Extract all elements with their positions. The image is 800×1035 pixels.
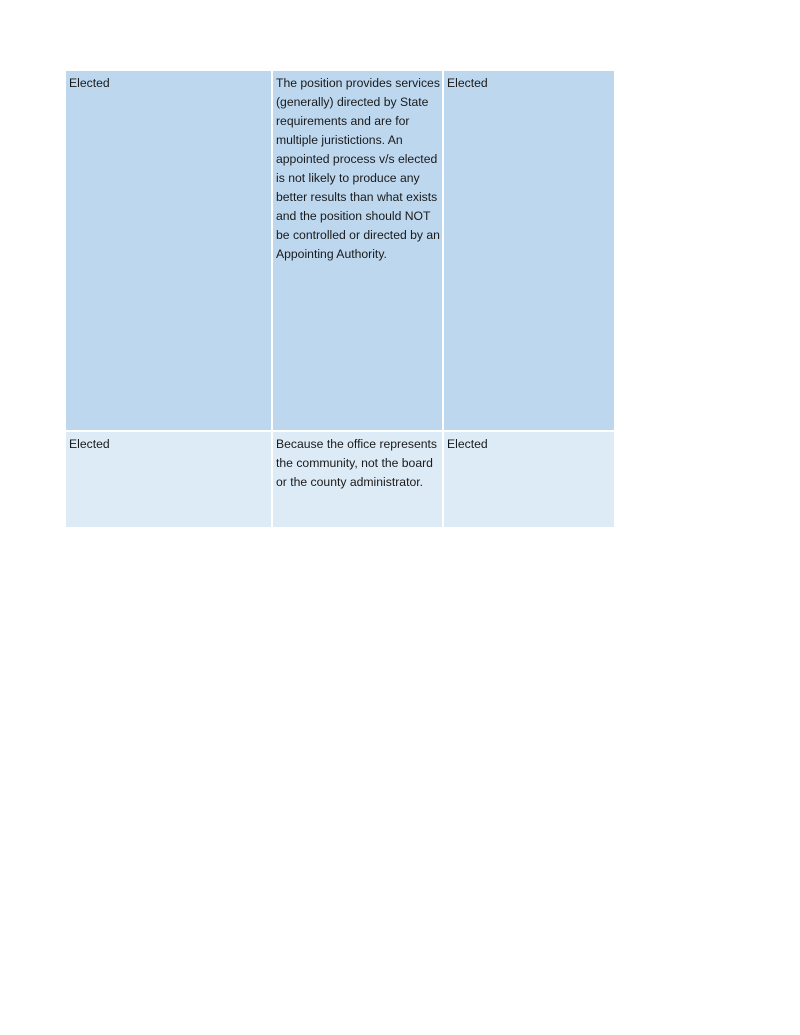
- table-cell-explanation: Because the office represents the community, not the board or the county administrator.: [272, 431, 443, 527]
- table-cell-preference: Elected: [443, 71, 614, 431]
- table-cell-explanation: The position provides services (generally) directed by State requirements and are for multiple juristictions. An appointed process v/s elected is not likely to produce any better results than what exists and the position should NOT be controlled or directed by an Appointing Authority.: [272, 71, 443, 431]
- table-cell-selection: Elected: [66, 71, 272, 431]
- response-table: [66, 71, 614, 527]
- table-row: [66, 431, 614, 527]
- table-cell-selection: Elected: [66, 431, 272, 527]
- table-row: [66, 71, 614, 431]
- table-cell-preference: Elected: [443, 431, 614, 527]
